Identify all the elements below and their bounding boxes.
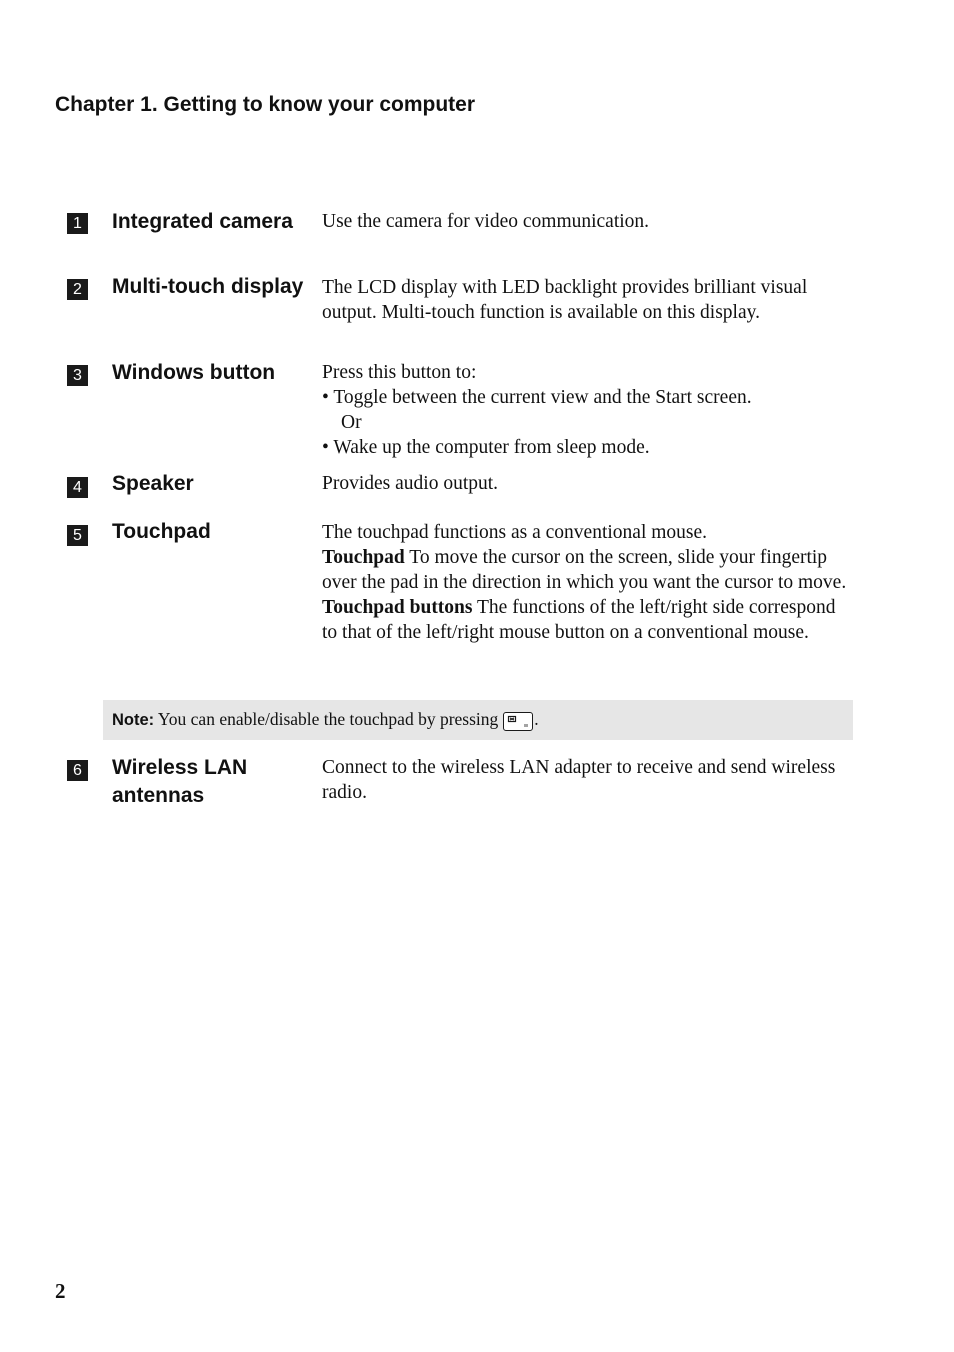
item-description: The LCD display with LED backlight provides brilliant visual output. Multi-touch function is available on this display.	[322, 277, 808, 323]
item-number-badge: 6	[67, 760, 88, 781]
item-number-badge: 2	[67, 279, 88, 300]
touchpad-toggle-key-icon	[503, 712, 533, 731]
or-text: Or	[341, 412, 362, 433]
bullet-item: • Toggle between the current view and the Start screen.	[322, 387, 752, 408]
note-label: Note:	[112, 711, 155, 729]
touchpad-paragraph: Touchpad To move the cursor on the screen, slide your fingertip over the pad in the direction in which you want the cursor to move.	[322, 547, 847, 593]
item-description: Connect to the wireless LAN adapter to receive and send wireless radio.	[322, 757, 836, 803]
item-term: Wireless LAN antennas	[112, 756, 248, 807]
chapter-title: Chapter 1. Getting to know your computer	[55, 93, 476, 116]
page-number: 2	[55, 1279, 66, 1303]
item-number-badge: 4	[67, 477, 88, 498]
item-term: Integrated camera	[112, 210, 293, 233]
item-number-badge: 5	[67, 525, 88, 546]
description-intro: The touchpad functions as a conventional mouse.	[322, 522, 708, 543]
item-description: Provides audio output.	[322, 473, 499, 494]
item-term: Touchpad	[112, 520, 211, 543]
item-description	[322, 520, 850, 645]
note-end: .	[534, 709, 539, 729]
item-number-badge: 1	[67, 213, 88, 234]
touchpad-buttons-paragraph: Touchpad buttons The functions of the left/right side correspond to that of the left/right mouse button on a conventional mouse.	[322, 597, 836, 643]
description-intro: Press this button to:	[322, 362, 477, 383]
item-term: Windows button	[112, 361, 276, 384]
note-content	[112, 709, 539, 731]
item-description: Use the camera for video communication.	[322, 211, 650, 232]
item-term: Multi-touch display	[112, 275, 304, 298]
note-text: You can enable/disable the touchpad by pressing	[154, 709, 499, 729]
item-number-badge: 3	[67, 365, 88, 386]
note-box	[103, 700, 853, 740]
bullet-item: • Wake up the computer from sleep mode.	[322, 437, 650, 458]
item-term: Speaker	[112, 472, 194, 495]
item-description	[322, 360, 850, 460]
